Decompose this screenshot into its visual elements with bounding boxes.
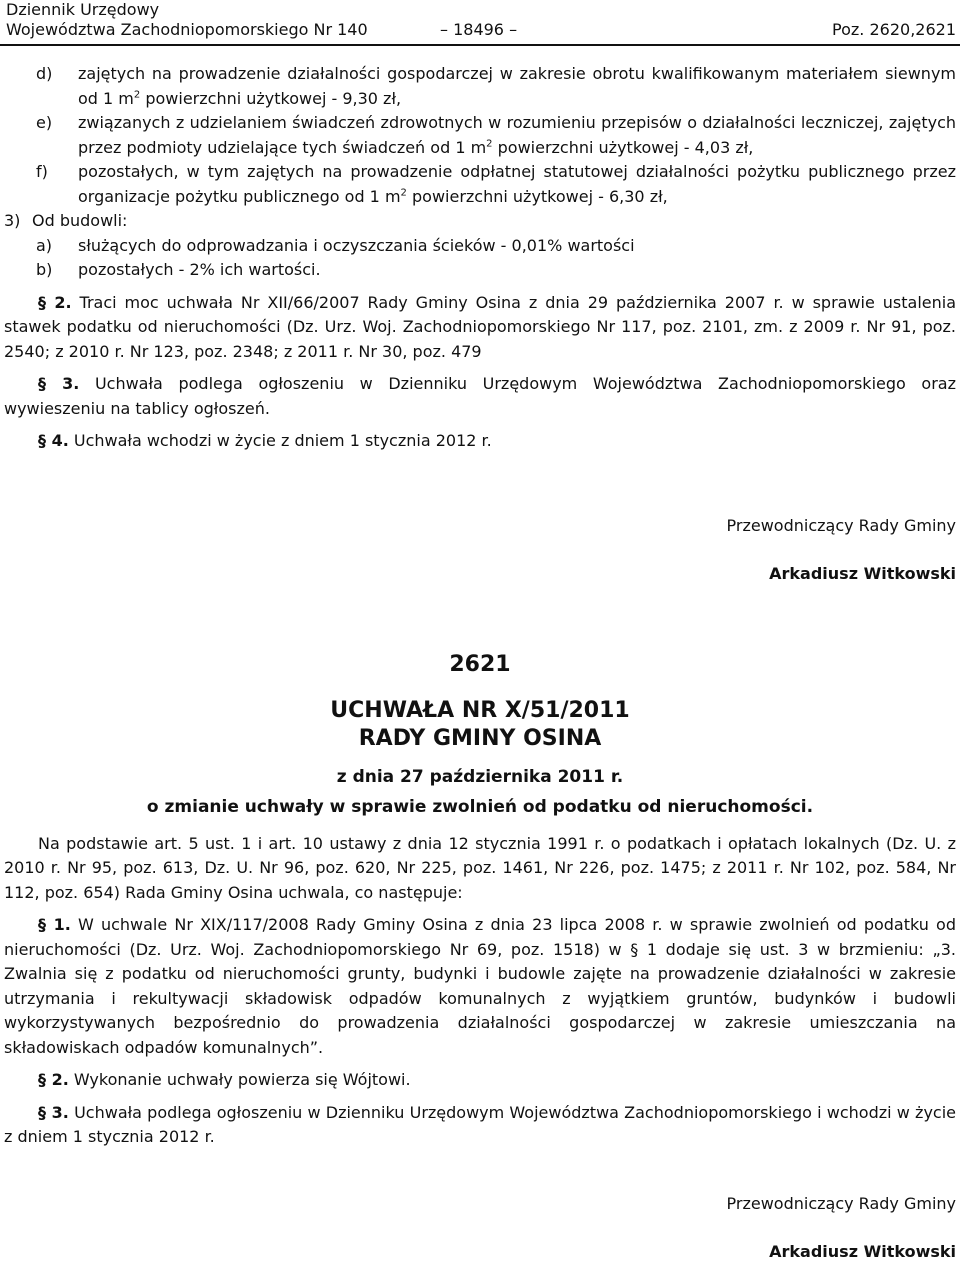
list-text: pozostałych - 2% ich wartości. <box>78 260 321 279</box>
list-text-end: powierzchni użytkowej - 6,30 zł, <box>406 186 668 206</box>
list-marker: 3) <box>4 211 21 230</box>
act-paragraph-3 <box>4 1101 956 1150</box>
act-title: UCHWAŁA NR X/51/2011 <box>330 697 630 723</box>
page-header <box>6 0 956 42</box>
paragraph-text: Uchwała podlega ogłoszeniu w Dzienniku Urzędowym Województwa Zachodniopomorskiego i wchodzi w życie z dniem 1 stycznia 2012 r. <box>4 1102 956 1146</box>
list-item-3 <box>4 209 956 234</box>
paragraph-label: § 1. <box>38 915 71 934</box>
paragraph-label: § 2. <box>38 1070 69 1089</box>
position-number: Poz. 2620,2621 <box>832 20 956 39</box>
paragraph-4 <box>4 429 956 454</box>
paragraph-text: Traci moc uchwała Nr XII/66/2007 Rady Gminy Osina z dnia 29 października 2007 r. w sprawie ustalenia stawek podatku od nieruchomości (Dz. Urz. Woj. Zachodniopomorskiego Nr 117, poz. 2101, zm. z 2009 r. Nr 91, poz. 2540; z 2010 r. Nr 123, poz. 2348; z 2011 r. Nr 30, poz. 479 <box>4 292 956 361</box>
act-number: 2621 <box>449 651 511 677</box>
list-text-end: powierzchni użytkowej - 4,03 zł, <box>492 137 754 157</box>
list-marker: a) <box>36 235 53 255</box>
paragraph-text: Wykonanie uchwały powierza się Wójtowi. <box>68 1070 411 1089</box>
list-marker: d) <box>36 64 53 83</box>
list-text: Od budowli: <box>32 211 128 230</box>
list-item-b <box>4 258 956 283</box>
paragraph-label: § 3. <box>38 374 80 393</box>
paragraph-3 <box>4 372 956 421</box>
list-item-d <box>4 62 956 111</box>
paragraph-label: § 4. <box>38 431 69 450</box>
paragraph-label: § 2. <box>38 292 72 312</box>
voivodeship-issue: Województwa Zachodniopomorskiego Nr 140 <box>6 20 368 39</box>
list-marker: f) <box>36 162 48 181</box>
list-text: służących do odprowadzania i oczyszczania ścieków - 0,01% wartości <box>78 235 635 255</box>
document-body <box>4 62 956 1265</box>
signatory-title: Przewodniczący Rady Gminy <box>726 1193 956 1213</box>
paragraph-text: Uchwała podlega ogłoszeniu w Dzienniku Urzędowym Województwa Zachodniopomorskiego oraz wywieszeniu na tablicy ogłoszeń. <box>4 374 957 418</box>
signatory-name: Arkadiusz Witkowski <box>769 564 956 583</box>
act-date: z dnia 27 października 2011 r. <box>336 766 624 787</box>
signatory-name: Arkadiusz Witkowski <box>769 1242 956 1261</box>
paragraph-text: W uchwale Nr XIX/117/2008 Rady Gminy Osina z dnia 23 lipca 2008 r. w sprawie zwolnień od podatku od nieruchomości (Dz. Urz. Woj. Zachodniopomorskiego Nr 69, poz. 1518) w § 1 dodaje się ust. 3 w brzmieniu: „3. Zwalnia się z podatku od nieruchomości grunty, budynki i budowle zajęte na prowadzenie działalności w zakresie utrzymania i rekultywacji składowisk odpadów komunalnych z wyjątkiem gruntów, budynków i budowli wykorzystywanych bezpośrednio do prowadzenia działalności gospodarczej w zakresie umieszczania na składowiskach odpadów komunalnych”. <box>4 915 956 1057</box>
page-number: – 18496 – <box>440 20 518 39</box>
list-item-a <box>4 234 956 259</box>
act-subject: o zmianie uchwały w sprawie zwolnień od podatku od nieruchomości. <box>146 797 814 817</box>
paragraph-2 <box>4 291 956 365</box>
act-issuer: RADY GMINY OSINA <box>358 725 602 751</box>
paragraph-label: § 3. <box>38 1102 69 1122</box>
signatory-title: Przewodniczący Rady Gminy <box>726 515 956 535</box>
signature-block-2621 <box>4 1192 956 1265</box>
list-text: zajętych na prowadzenie działalności gospodarczej w zakresie obrotu kwalifikowanym materiałem siewnym od 1 m <box>78 64 956 108</box>
act-paragraph-1 <box>4 913 956 1060</box>
header-divider <box>0 44 960 46</box>
preamble: Na podstawie art. 5 ust. 1 i art. 10 ustawy z dnia 12 stycznia 1991 r. o podatkach i opłatach lokalnych (Dz. U. z 2010 r. Nr 95, poz. 613, Dz. U. Nr 96, poz. 620, Nr 225, poz. 1461, Nr 226, poz. 1475; z 2011 r. Nr 102, poz. 584, Nr 112, poz. 654) Rada Gminy Osina uchwala, co następuje: <box>4 833 956 902</box>
list-marker: e) <box>36 113 53 132</box>
list-item-e <box>4 111 956 160</box>
superscript: 2 <box>133 89 141 101</box>
superscript: 2 <box>400 187 407 199</box>
list-marker: b) <box>36 260 53 279</box>
list-text-end: powierzchni użytkowej - 9,30 zł, <box>140 88 402 108</box>
header-row <box>6 20 956 42</box>
paragraph-text: Uchwała wchodzi w życie z dniem 1 stycznia 2012 r. <box>68 431 492 450</box>
journal-name: Dziennik Urzędowy <box>6 0 160 19</box>
list-item-f <box>4 160 956 209</box>
act-paragraph-2 <box>4 1068 956 1093</box>
list-text: pozostałych, w tym zajętych na prowadzenie odpłatnej statutowej działalności pożytku publicznego przez organizacje pożytku publicznego od 1 m <box>78 162 956 206</box>
superscript: 2 <box>486 138 493 150</box>
signature-block <box>4 514 956 587</box>
list-text: związanych z udzielaniem świadczeń zdrowotnych w rozumieniu przepisów o działalności leczniczej, zajętych przez podmioty udzielające tych świadczeń od 1 m <box>78 113 956 157</box>
